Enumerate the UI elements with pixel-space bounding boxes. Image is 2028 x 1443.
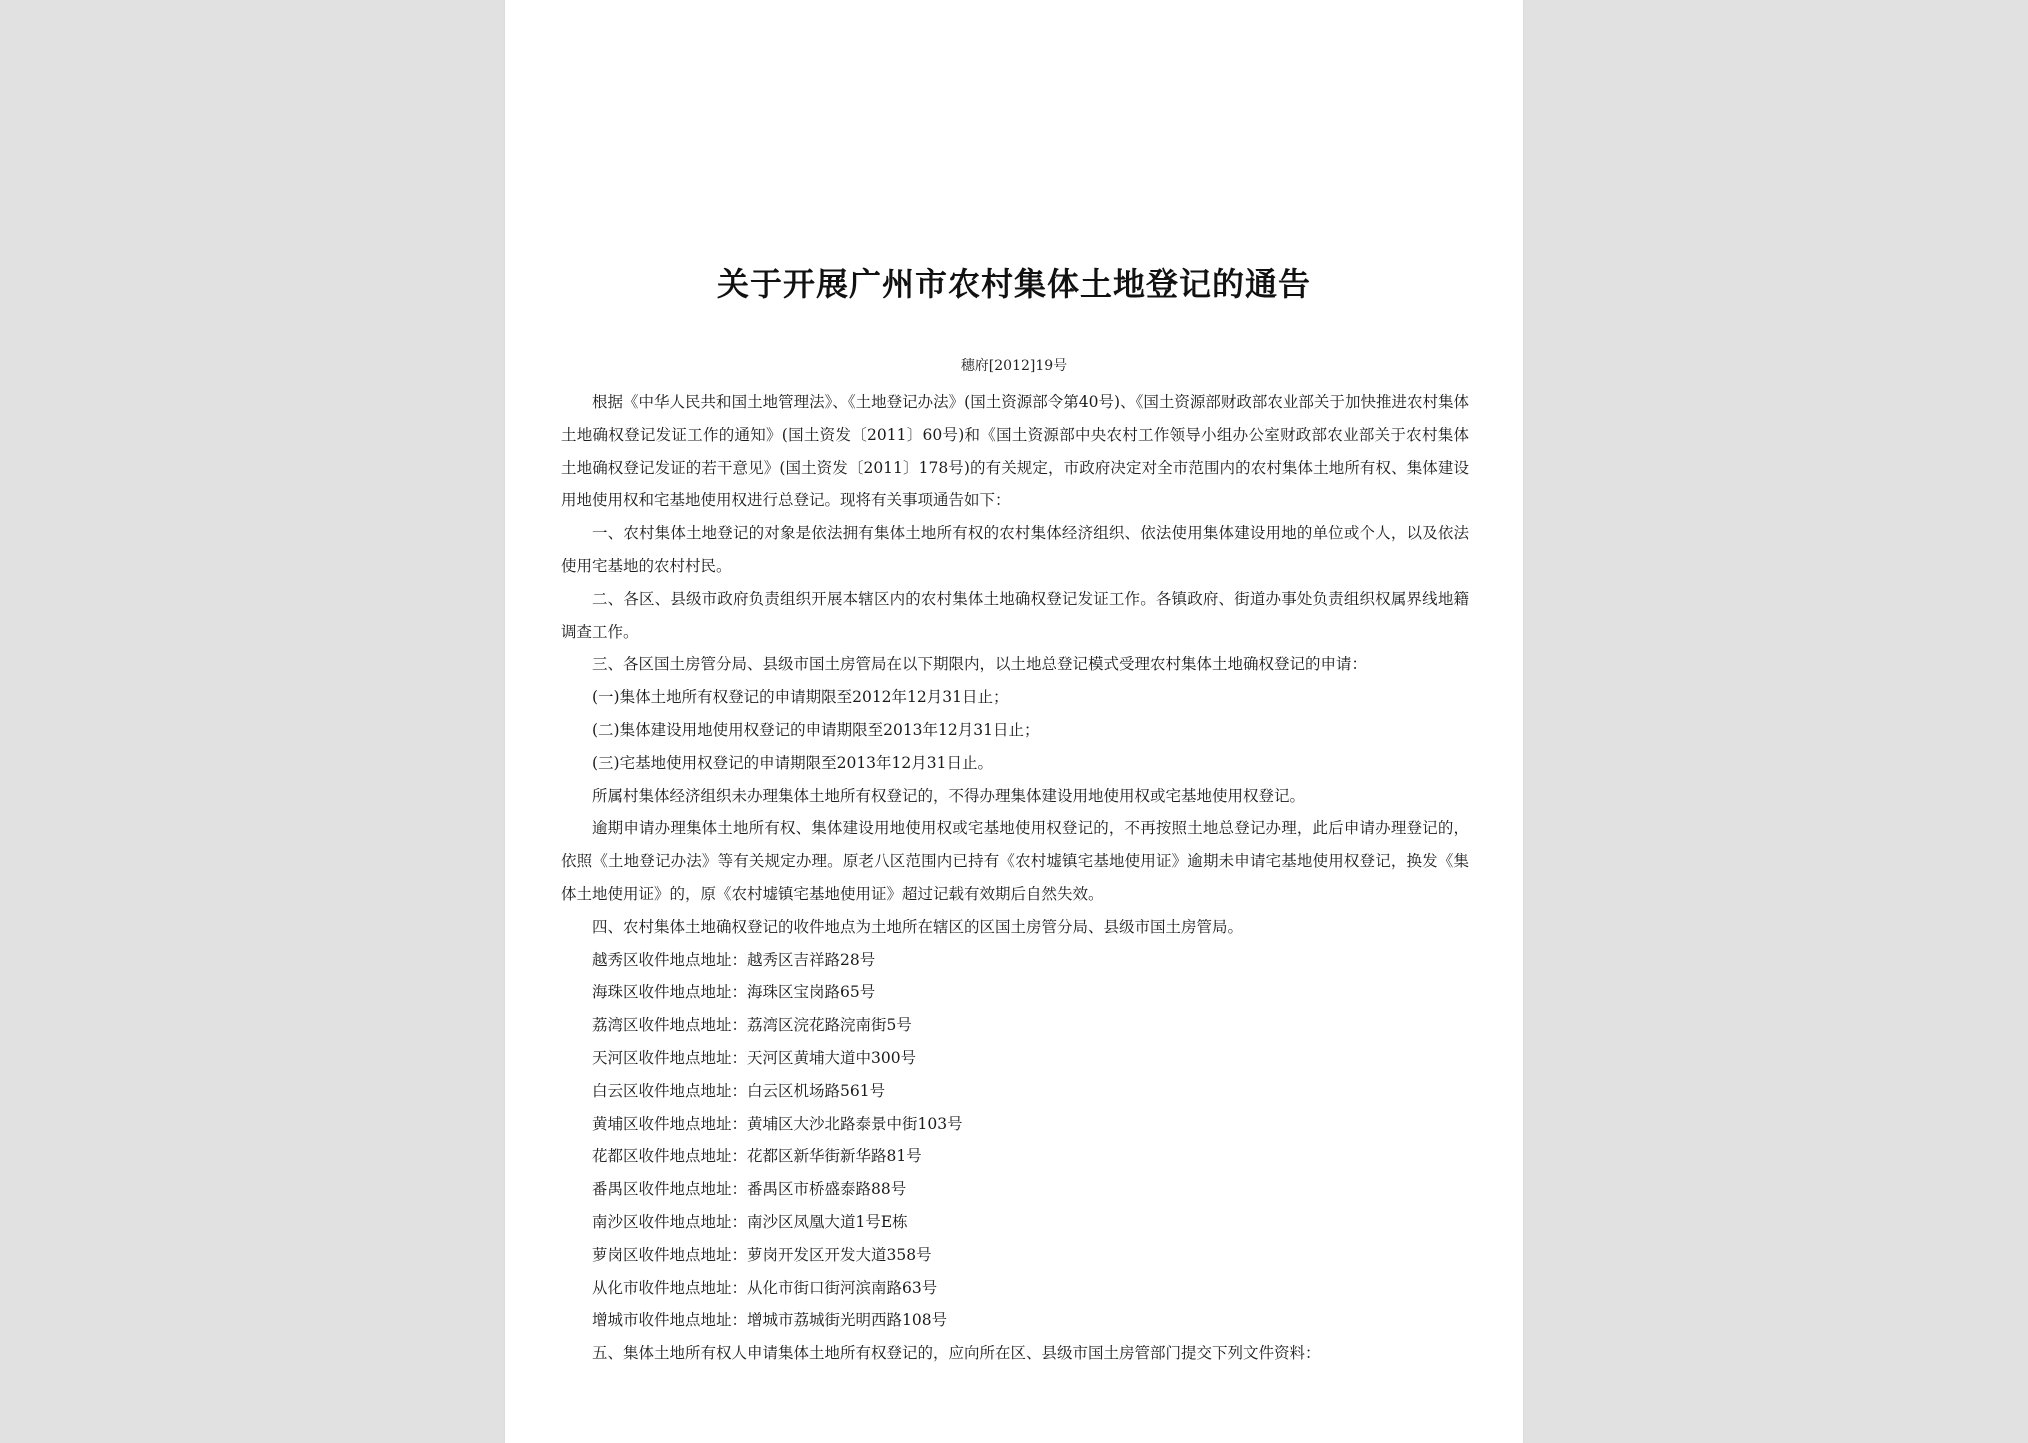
address-line: 花都区收件地点地址：花都区新华街新华路81号 bbox=[592, 1147, 922, 1166]
address-line: 南沙区收件地点地址：南沙区凤凰大道1号E栋 bbox=[592, 1212, 908, 1231]
address-line: 白云区收件地点地址：白云区机场路561号 bbox=[592, 1081, 886, 1100]
intro-paragraph: 根据《中华人民共和国土地管理法》、《土地登记办法》(国土资源部令第40号)、《国土资源部财政部农业部关于加快推进农村集体土地确权登记发证工作的通知》(国土资发〔2011〕60号)和《国土资源部中央农村工作领导小组办公室财政部农业部关于农村集体土地确权登记发证的若干意见》(国土资发〔2011〕178号)的有关规定，市政府决定对全市范围内的农村集体土地所有权、集体建设用地使用权和宅基地使用权进行总登记。现将有关事项通告如下： bbox=[561, 393, 1469, 510]
deadline-1: (一)集体土地所有权登记的申请期限至2012年12月31日止； bbox=[592, 688, 1009, 707]
item-1-paragraph: 一、农村集体土地登记的对象是依法拥有集体土地所有权的农村集体经济组织、依法使用集体建设用地的单位或个人，以及依法使用宅基地的农村村民。 bbox=[561, 524, 1469, 575]
note-1-paragraph: 所属村集体经济组织未办理集体土地所有权登记的，不得办理集体建设用地使用权或宅基地使用权登记。 bbox=[592, 786, 1306, 805]
address-line: 从化市收件地点地址：从化市街口街河滨南路63号 bbox=[592, 1278, 938, 1297]
item-5-paragraph: 五、集体土地所有权人申请集体土地所有权登记的，应向所在区、县级市国土房管部门提交下列文件资料： bbox=[592, 1344, 1321, 1363]
document-title: 关于开展广州市农村集体土地登记的通告 bbox=[716, 265, 1311, 303]
item-3-paragraph: 三、各区国土房管分局、县级市国土房管局在以下期限内，以土地总登记模式受理农村集体土地确权登记的申请： bbox=[592, 655, 1368, 674]
address-line: 海珠区收件地点地址：海珠区宝岗路65号 bbox=[592, 983, 876, 1002]
item-2-paragraph: 二、各区、县级市政府负责组织开展本辖区内的农村集体土地确权登记发证工作。各镇政府、街道办事处负责组织权属界线地籍调查工作。 bbox=[561, 589, 1469, 641]
deadline-3: (三)宅基地使用权登记的申请期限至2013年12月31日止。 bbox=[592, 753, 993, 772]
address-line: 黄埔区收件地点地址：黄埔区大沙北路泰景中街103号 bbox=[592, 1114, 963, 1133]
address-line: 萝岗区收件地点地址：萝岗开发区开发大道358号 bbox=[592, 1245, 932, 1264]
deadline-2: (二)集体建设用地使用权登记的申请期限至2013年12月31日止； bbox=[592, 720, 1040, 739]
note-2-paragraph: 逾期申请办理集体土地所有权、集体建设用地使用权或宅基地使用权登记的，不再按照土地总登记办理，此后申请办理登记的，依照《土地登记办法》等有关规定办理。原老八区范围内已持有《农村墟镇宅基地使用证》逾期未申请宅基地使用权登记，换发《集体土地使用证》的，原《农村墟镇宅基地使用证》超过记载有效期后自然失效。 bbox=[561, 819, 1469, 903]
address-line: 番禺区收件地点地址：番禺区市桥盛泰路88号 bbox=[592, 1180, 907, 1199]
document-number: 穗府[2012]19号 bbox=[960, 358, 1068, 374]
address-line: 天河区收件地点地址：天河区黄埔大道中300号 bbox=[592, 1048, 917, 1067]
address-line: 增城市收件地点地址：增城市荔城街光明西路108号 bbox=[592, 1311, 948, 1330]
item-4-paragraph: 四、农村集体土地确权登记的收件地点为土地所在辖区的区国土房管分局、县级市国土房管局。 bbox=[592, 917, 1244, 936]
address-line: 荔湾区收件地点地址：荔湾区浣花路浣南街5号 bbox=[592, 1016, 912, 1035]
address-line: 越秀区收件地点地址：越秀区吉祥路28号 bbox=[592, 950, 876, 969]
document-body bbox=[561, 386, 1469, 1370]
document-page bbox=[505, 0, 1523, 1443]
